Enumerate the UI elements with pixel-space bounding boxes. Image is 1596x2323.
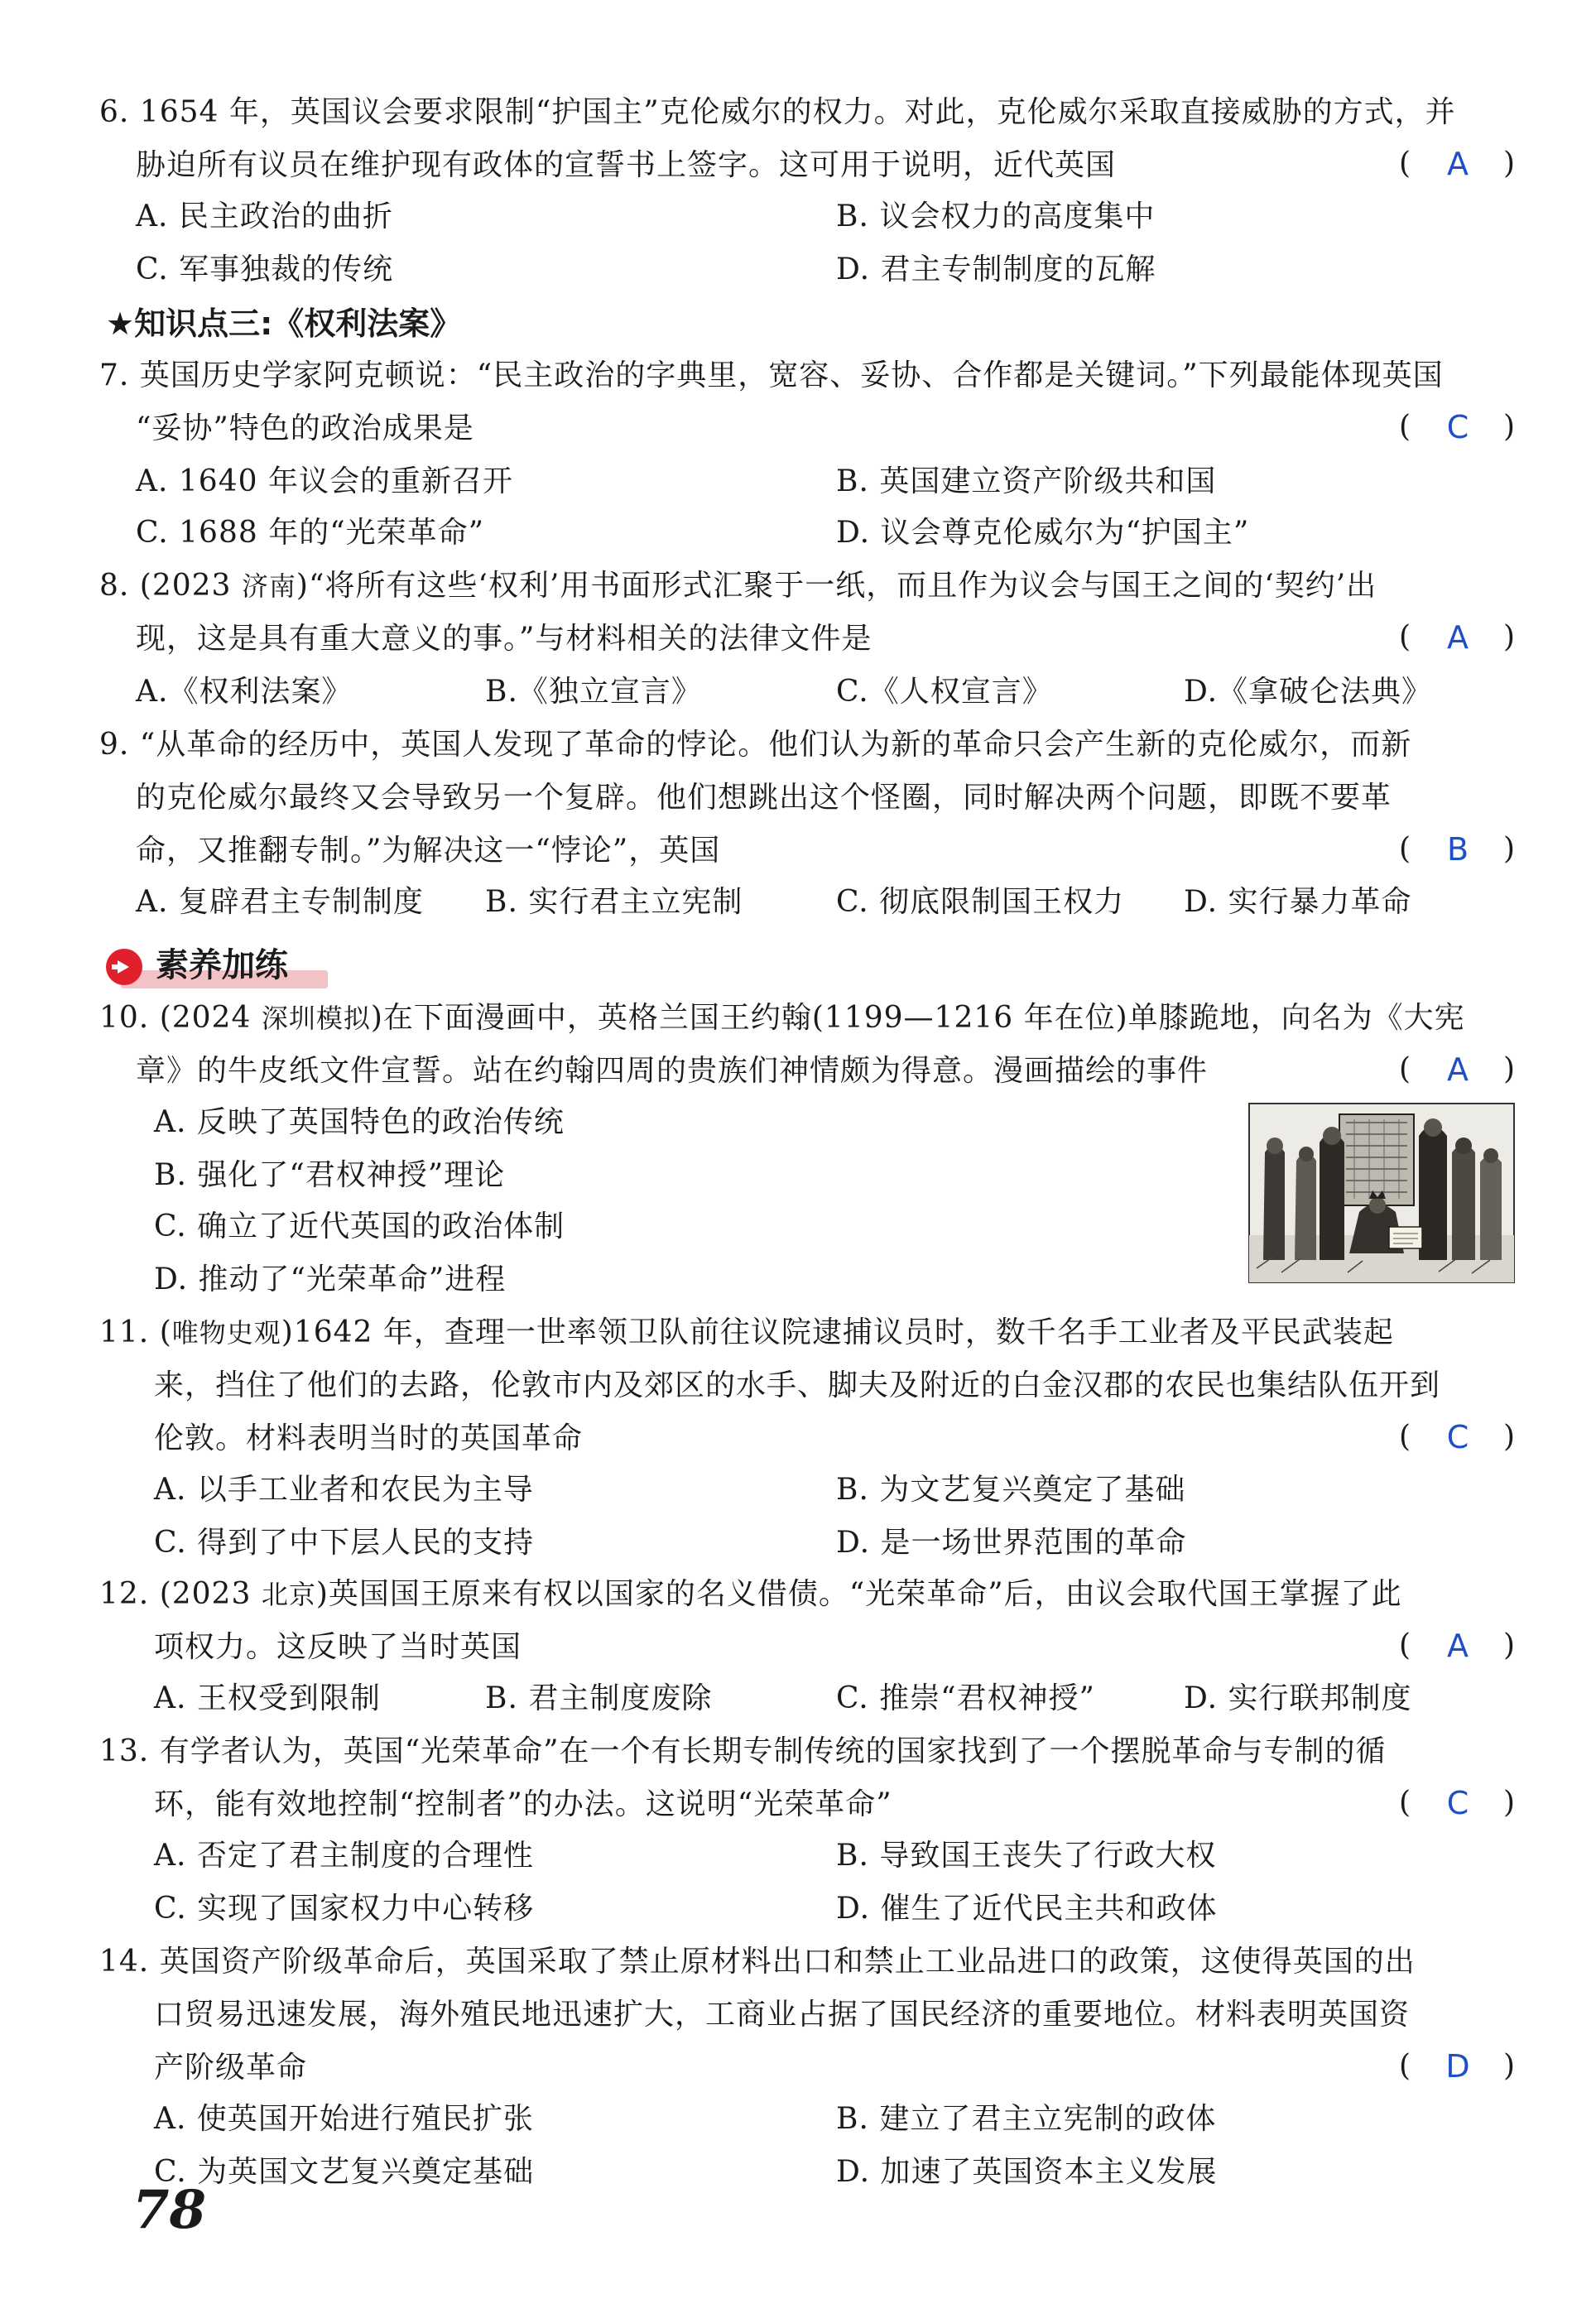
q13-answer: C: [1446, 1785, 1469, 1821]
q10-option-b: B. 强化了“君权神授”理论: [154, 1158, 506, 1192]
q9-line-2: 的克伦威尔最终又会导致另一个复辟。他们想跳出这个怪圈，同时解决两个问题，即既不要革: [136, 781, 1392, 815]
q6-option-c: C. 军事独裁的传统: [136, 252, 394, 286]
q10-option-c: C. 确立了近代英国的政治体制: [154, 1210, 565, 1243]
q11-option-b: B. 为文艺复兴奠定了基础: [836, 1473, 1186, 1507]
q7-option-d: D. 议会尊克伦威尔为“护国主”: [836, 516, 1250, 550]
q8-source: 济南: [241, 570, 296, 602]
q12-option-a: A. 王权受到限制: [154, 1681, 381, 1715]
q8-answer: A: [1447, 619, 1469, 656]
q6-option-a: A. 民主政治的曲折: [136, 200, 393, 233]
arrow-circle-icon: [106, 949, 142, 985]
q13-line-2: 环，能有效地控制“控制者”的办法。这说明“光荣革命”: [154, 1787, 892, 1821]
q11-option-d: D. 是一场世界范围的革命: [836, 1526, 1187, 1560]
q7-line-1: 7. 英国历史学家阿克顿说：“民主政治的字典里，宽容、妥协、合作都是关键词。”下列最能体现英国: [99, 358, 1444, 392]
page-number: 78: [132, 2179, 207, 2241]
q14-answer: D: [1445, 2048, 1470, 2085]
q14-line-3: 产阶级革命: [154, 2051, 308, 2085]
q7-option-c: C. 1688 年的“光荣革命”: [136, 516, 485, 550]
q14-option-d: D. 加速了英国资本主义发展: [836, 2155, 1218, 2189]
q6-line-2: 胁迫所有议员在维护现有政体的宣誓书上签字。这可用于说明，近代英国: [136, 148, 1117, 182]
q14-line-1: 14. 英国资产阶级革命后，英国采取了禁止原材料出口和禁止工业品进口的政策，这使得英国的出: [99, 1945, 1416, 1979]
q11-option-a: A. 以手工业者和农民为主导: [154, 1473, 534, 1507]
q13-option-b: B. 导致国王丧失了行政大权: [836, 1839, 1217, 1873]
q12-source: 北京: [261, 1579, 316, 1610]
textbook-page: 6. 1654 年，英国议会要求限制“护国主”克伦威尔的权力。对此，克伦威尔采取直接威胁的方式，并 胁迫所有议员在维护现有政体的宣誓书上签字。这可用于说明，近代英国 ( A ) A. 民主政治的曲折 B. 议会权力的高度集中 C. 军事独裁的传统 D. 君主专制制度的瓦解 ★知识点三:《权利法案》 7. 英国历史学家阿克顿说：“民主政治的字典里，宽容、妥协、合作都是关键词。”下列最能体现英国 “妥协”特色的政治成果是 ( C ) A. 1640 年议会的重新召开 B. 英国建立资产阶级共和国 C. 1688 年的“光荣革命” D. 议会尊克伦威尔为“护国主” 8. (2023 济南)“将所有这些‘权利’用书面形式汇聚于一纸，而且作为议会与国王之间的‘契约’出 现，这是具有重大意义的事。”与材料相关的法律文件是 ( A ) A.《权利法案》 B.《独立宣言》 C.《人权宣言》 D.《拿破仑法典》 9. “从革命的经历中，英国人发现了革命的悖论。他们认为新的革命只会产生新的克伦威尔，而新 的克伦威尔最终又会导致另一个复辟。他们想跳出这个怪圈，同时解决两个问题，即既不要革 命，又推翻专制。”为解决这一“悖论”，英国 ( B ) A. 复辟君主专制制度 B. 实行君主立宪制 C. 彻底限制国王权力 D. 实行暴力革命 素养加练 10. (2024 深圳模拟)在下面漫画中，英格兰国王约翰(1199—1216 年在位)单膝跪地，向名为《大宪 章》的牛皮纸文件宣誓。站在约翰四周的贵族们神情颇为得意。漫画描绘的事件 ( A ) A. 反映了英国特色的政治传统 B. 强化了“君权神授”理论 C. 确立了近代英国的政治体制 D. 推动了“光荣革命”进程 11. (唯物史观)1642 年，查理一世率领卫队前往议院逮捕议员时，数千名手工业者及平民武装起 来，挡住了他们的去路，伦敦市内及郊区的水手、脚夫及附近的白金汉郡的农民也集结队伍开到 伦敦。材料表明当时的英国革命 ( C ) A. 以手工业者和农民为主导 B. 为文艺复兴奠定了基础 C. 得到了中下层人民的支持 D. 是一场世界范围的革命 12. (2023 北京)英国国王原来有权以国家的名义借债。“光荣革命”后，由议会取代国王掌握了此 项权力。这反映了当时英国 ( A ) A. 王权受到限制 B. 君主制度废除 C. 推崇“君权神授” D. 实行联邦制度 13. 有学者认为，英国“光荣革命”在一个有长期专制传统的国家找到了一个摆脱革命与专制的循 环，能有效地控制“控制者”的办法。这说明“光荣革命” ( C ) A. 否定了君主制度的合理性 B. 导致国王丧失了行政大权 C. 实现了国家权力中心转移 D. 催生了近代民主共和政体 14. 英国资产阶级革命后，英国采取了禁止原材料出口和禁止工业品进口的政策，这使得英国的出 口贸易迅速发展，海外殖民地迅速扩大，工商业占据了国民经济的重要地位。材料表明英国资 产阶级革命 ( D ) A. 使英国开始进行殖民扩张 B. 建立了君主立宪制的政体 C. 为英国文艺复兴奠定基础 D. 加速了英国资本主义发展 78: [99, 95, 1515, 2241]
q11-line-1: 11. (唯物史观)1642 年，查理一世率领卫队前往议院逮捕议员时，数千名手工业者及平民武装起: [99, 1315, 1394, 1349]
q7-option-b: B. 英国建立资产阶级共和国: [836, 464, 1217, 498]
q10-source: 深圳模拟: [261, 1003, 371, 1034]
q11-source: 唯物史观: [171, 1317, 281, 1349]
q7-option-a: A. 1640 年议会的重新召开: [136, 464, 513, 498]
q12-option-c: C. 推崇“君权神授”: [836, 1681, 1095, 1715]
q8-option-a: A.《权利法案》: [136, 675, 353, 709]
q14-option-a: A. 使英国开始进行殖民扩张: [154, 2102, 534, 2136]
q9-option-d: D. 实行暴力革命: [1184, 885, 1412, 919]
q8-option-d: D.《拿破仑法典》: [1184, 675, 1433, 709]
q10-option-a: A. 反映了英国特色的政治传统: [154, 1105, 565, 1139]
q7-answer: C: [1446, 409, 1469, 445]
q10-answer: A: [1447, 1051, 1469, 1088]
q9-option-a: A. 复辟君主专制制度: [136, 885, 424, 919]
banner-title: 素养加练: [156, 946, 288, 984]
q12-answer: A: [1447, 1628, 1469, 1664]
q8-line-2: 现，这是具有重大意义的事。”与材料相关的法律文件是: [136, 622, 873, 656]
q8-line-1: 8. (2023 济南)“将所有这些‘权利’用书面形式汇聚于一纸，而且作为议会与国王之间的‘契约’出: [99, 569, 1377, 603]
q13-option-d: D. 催生了近代民主共和政体: [836, 1892, 1218, 1926]
q8-option-b: B.《独立宣言》: [485, 675, 702, 709]
q6-answer: A: [1447, 146, 1469, 182]
q12-option-b: B. 君主制度废除: [485, 1681, 713, 1715]
q12-option-d: D. 实行联邦制度: [1184, 1681, 1412, 1715]
q11-answer: C: [1446, 1419, 1469, 1455]
q11-option-c: C. 得到了中下层人民的支持: [154, 1526, 535, 1560]
q13-option-a: A. 否定了君主制度的合理性: [154, 1839, 534, 1873]
q13-line-1: 13. 有学者认为，英国“光荣革命”在一个有长期专制传统的国家找到了一个摆脱革命与专制的循: [99, 1734, 1387, 1768]
section-banner: [106, 942, 329, 992]
q14-line-2: 口贸易迅速发展，海外殖民地迅速扩大，工商业占据了国民经济的重要地位。材料表明英国资: [154, 1998, 1411, 2032]
q9-line-3: 命，又推翻专制。”为解决这一“悖论”，英国: [136, 834, 721, 868]
q12-line-1: 12. (2023 北京)英国国王原来有权以国家的名义借债。“光荣革命”后，由议会取代国王掌握了此: [99, 1577, 1402, 1611]
q6-option-d: D. 君主专制制度的瓦解: [836, 252, 1156, 286]
q12-line-2: 项权力。这反映了当时英国: [154, 1630, 522, 1664]
q6-line-1: 6. 1654 年，英国议会要求限制“护国主”克伦威尔的权力。对此，克伦威尔采取直接威胁的方式，并: [99, 95, 1456, 129]
q10-option-d: D. 推动了“光荣革命”进程: [154, 1262, 507, 1296]
q9-option-b: B. 实行君主立宪制: [485, 885, 743, 919]
q11-line-3: 伦敦。材料表明当时的英国革命: [154, 1421, 584, 1455]
q9-option-c: C. 彻底限制国王权力: [836, 885, 1125, 919]
q14-option-c: C. 为英国文艺复兴奠定基础: [154, 2155, 535, 2189]
q10-line-1: 10. (2024 深圳模拟)在下面漫画中，英格兰国王约翰(1199—1216 年在位)单膝跪地，向名为《大宪: [99, 1001, 1465, 1035]
q11-line-2: 来，挡住了他们的去路，伦敦市内及郊区的水手、脚夫及附近的白金汉郡的农民也集结队伍开到: [154, 1368, 1441, 1402]
q7-line-2: “妥协”特色的政治成果是: [136, 411, 474, 445]
q8-option-c: C.《人权宣言》: [836, 675, 1053, 709]
q13-option-c: C. 实现了国家权力中心转移: [154, 1892, 535, 1926]
q10-line-2: 章》的牛皮纸文件宣誓。站在约翰四周的贵族们神情颇为得意。漫画描绘的事件: [136, 1054, 1209, 1088]
q9-line-1: 9. “从革命的经历中，英国人发现了革命的悖论。他们认为新的革命只会产生新的克伦威尔，而新: [99, 728, 1412, 762]
section-heading-bill-of-rights: ★知识点三:《权利法案》: [106, 305, 462, 342]
q14-option-b: B. 建立了君主立宪制的政体: [836, 2102, 1217, 2136]
q9-answer: B: [1446, 831, 1469, 868]
magna-carta-cartoon-image: [1248, 1103, 1515, 1283]
q6-option-b: B. 议会权力的高度集中: [836, 200, 1156, 233]
